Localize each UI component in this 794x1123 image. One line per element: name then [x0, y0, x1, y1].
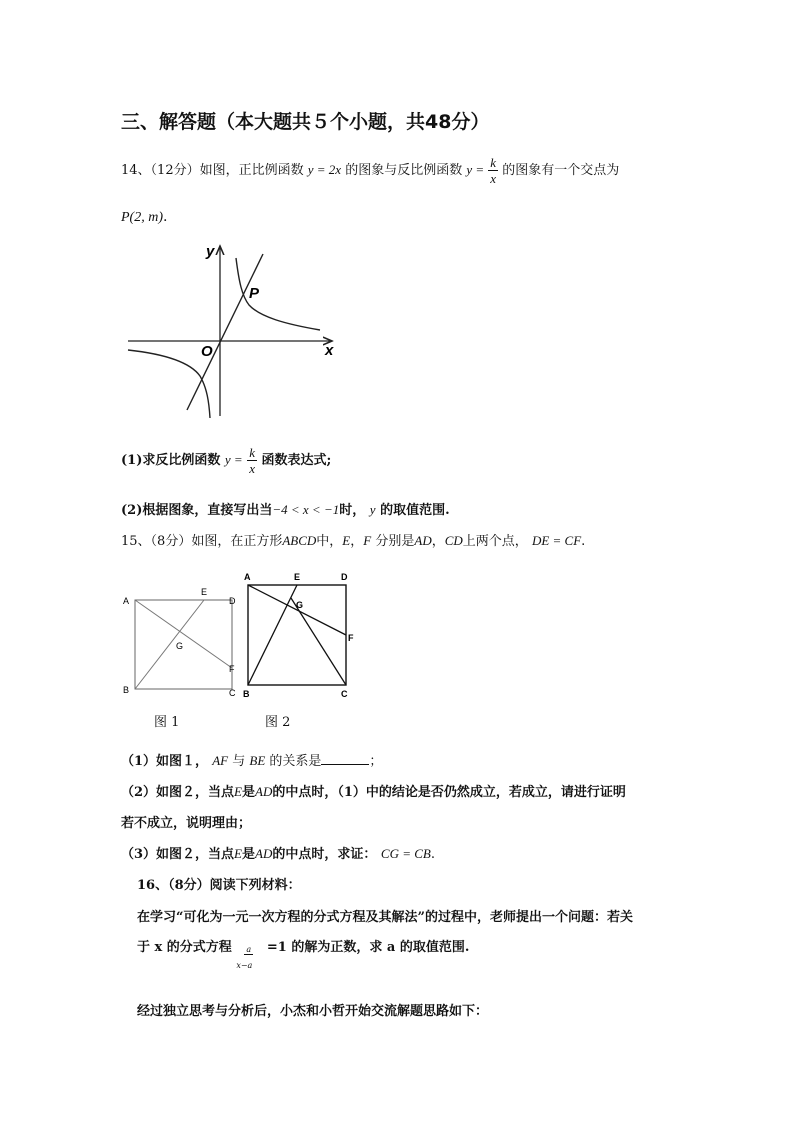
vertex-c-label: C [341, 689, 348, 699]
q15-period: . [581, 534, 586, 549]
q14-y: y [369, 502, 376, 517]
q15-statement [121, 530, 585, 549]
q15-fenbie: 分别是 [375, 534, 415, 549]
point-p-label: P [249, 285, 260, 302]
q14-sub1-fraction [247, 446, 257, 475]
section-title: 三、解答题（本大题共５个小题，共48分） [121, 111, 490, 133]
q14-sub2-b: 时， [339, 503, 366, 518]
q14-suffix: 的图象有一个交点为 [502, 163, 620, 178]
q14-point: P(2, m) [121, 210, 163, 225]
q15-sub1-c: ； [369, 754, 383, 769]
q15-sub3-e: E [234, 846, 242, 861]
fraction-numerator: k [249, 445, 255, 460]
segment-cg [291, 598, 346, 685]
q15-f: F [363, 533, 372, 548]
q15-sub3-b: 的中点时，求证： [272, 847, 377, 862]
fraction-denominator: x [490, 171, 497, 186]
vertex-f-label: F [348, 633, 354, 643]
fraction-numerator: k [490, 155, 497, 170]
q15-sub3 [121, 843, 435, 862]
q15-shang: 上两个点， [462, 534, 528, 549]
q15-abcd: ABCD [282, 533, 317, 548]
q14-y-eq: y = [466, 162, 485, 177]
vertex-b-label: B [123, 685, 130, 695]
vertex-a-label: A [123, 596, 130, 606]
q14-sub1-y-eq: y = [224, 452, 243, 467]
q14-statement [121, 152, 619, 189]
y-axis-label: y [206, 243, 215, 260]
figure-1 [118, 583, 248, 698]
segment-af [248, 585, 346, 635]
vertex-f-label: F [229, 664, 235, 674]
vertex-d-label: D [229, 596, 236, 606]
fraction-denominator: x−a [236, 961, 253, 970]
q15-be: BE [249, 753, 266, 768]
q15-sub3-c: . [430, 847, 435, 862]
fraction-denominator: x [249, 461, 255, 476]
vertex-c-label: C [229, 688, 236, 698]
q15-sub2-e: E [234, 784, 242, 799]
point-g-label: G [296, 600, 304, 610]
q14-sub2-c: 的取值范围. [380, 503, 450, 518]
segment-af [135, 600, 232, 668]
q15-sub1-b: 的关系是 [269, 754, 322, 769]
figure-2 [238, 568, 363, 700]
q14-sub1-b: 函数表达式; [261, 453, 332, 468]
q15-yu: 与 [232, 754, 246, 769]
point-g-label: G [176, 641, 184, 651]
q15-e: E [342, 533, 351, 548]
q15-prefix: 15、（8分）如图，在正方形 [121, 534, 283, 549]
q14-mid: 的图象与反比例函数 [345, 163, 463, 178]
q15-sub3-a: （3）如图２，当点 [121, 847, 235, 862]
q15-sub2-shi: 是 [242, 785, 256, 800]
q15-sub2 [121, 781, 626, 800]
x-axis-label: x [325, 342, 334, 359]
q14-period: . [163, 209, 168, 225]
answer-blank[interactable] [321, 752, 369, 765]
square-outline [135, 600, 232, 689]
segment-be [248, 585, 297, 685]
vertex-e-label: E [294, 572, 301, 582]
q16-line2-a: 于 x 的分式方程 [137, 940, 232, 955]
q14-ineq: −4 < x < −1 [272, 502, 340, 517]
q15-sub1-a: （1）如图１， [121, 754, 209, 769]
q15-cd: CD [444, 533, 463, 548]
q15-eq: DE = CF [531, 533, 582, 548]
q15-sub3-ad: AD [255, 846, 273, 861]
q15-sub2-line2: 若不成立，说明理由； [121, 816, 252, 831]
q14-fraction [488, 156, 498, 185]
q14-sub2 [121, 499, 450, 518]
q15-sub1 [121, 750, 382, 769]
q16-line3: 经过独立思考与分析后，小杰和小哲开始交流解题思路如下： [137, 1004, 489, 1019]
q16-line1: 在学习“可化为一元一次方程的分式方程及其解法”的过程中，老师提出一个问题：若关 [137, 910, 633, 925]
vertex-b-label: B [243, 689, 250, 699]
q15-sub3-shi: 是 [242, 847, 256, 862]
q15-sub2-a: （2）如图２，当点 [121, 785, 235, 800]
q15-sub2-ad: AD [255, 784, 273, 799]
vertex-d-label: D [341, 572, 348, 582]
q15-af: AF [212, 753, 229, 768]
q15-comma: ， [350, 534, 364, 549]
q15-comma2: ， [431, 534, 445, 549]
q15-ad: AD [414, 533, 432, 548]
q14-sub1-a: (1)求反比例函数 [121, 453, 221, 468]
q14-eq1: y = 2x [307, 162, 342, 177]
hyperbola-branch-2 [128, 350, 210, 418]
figure-2-caption: 图 2 [265, 715, 291, 730]
q16-title: 16、（8分）阅读下列材料： [137, 878, 301, 893]
vertex-a-label: A [244, 572, 251, 582]
linear-function-line [187, 254, 263, 410]
fraction-numerator: a [246, 945, 252, 954]
q15-cgcb: CG = CB [380, 846, 431, 861]
segment-be [135, 600, 204, 689]
q15-zhong: 中， [316, 534, 343, 549]
q16-line2-b: =1 的解为正数，求 a 的取值范围. [266, 940, 470, 955]
origin-label: O [201, 343, 213, 360]
figure-1-caption: 图 1 [154, 715, 180, 730]
q14-prefix: 14、（12分）如图，正比例函数 [121, 163, 304, 178]
q15-sub2-b: 的中点时，（1）中的结论是否仍然成立，若成立，请进行证明 [272, 785, 626, 800]
q14-point-line [121, 209, 167, 226]
q14-sub2-a: (2)根据图象，直接写出当 [121, 503, 273, 518]
function-graph [120, 238, 340, 423]
q16-line2 [137, 936, 470, 970]
q16-fraction [236, 937, 262, 970]
vertex-e-label: E [201, 587, 208, 597]
q14-sub1 [121, 441, 331, 480]
